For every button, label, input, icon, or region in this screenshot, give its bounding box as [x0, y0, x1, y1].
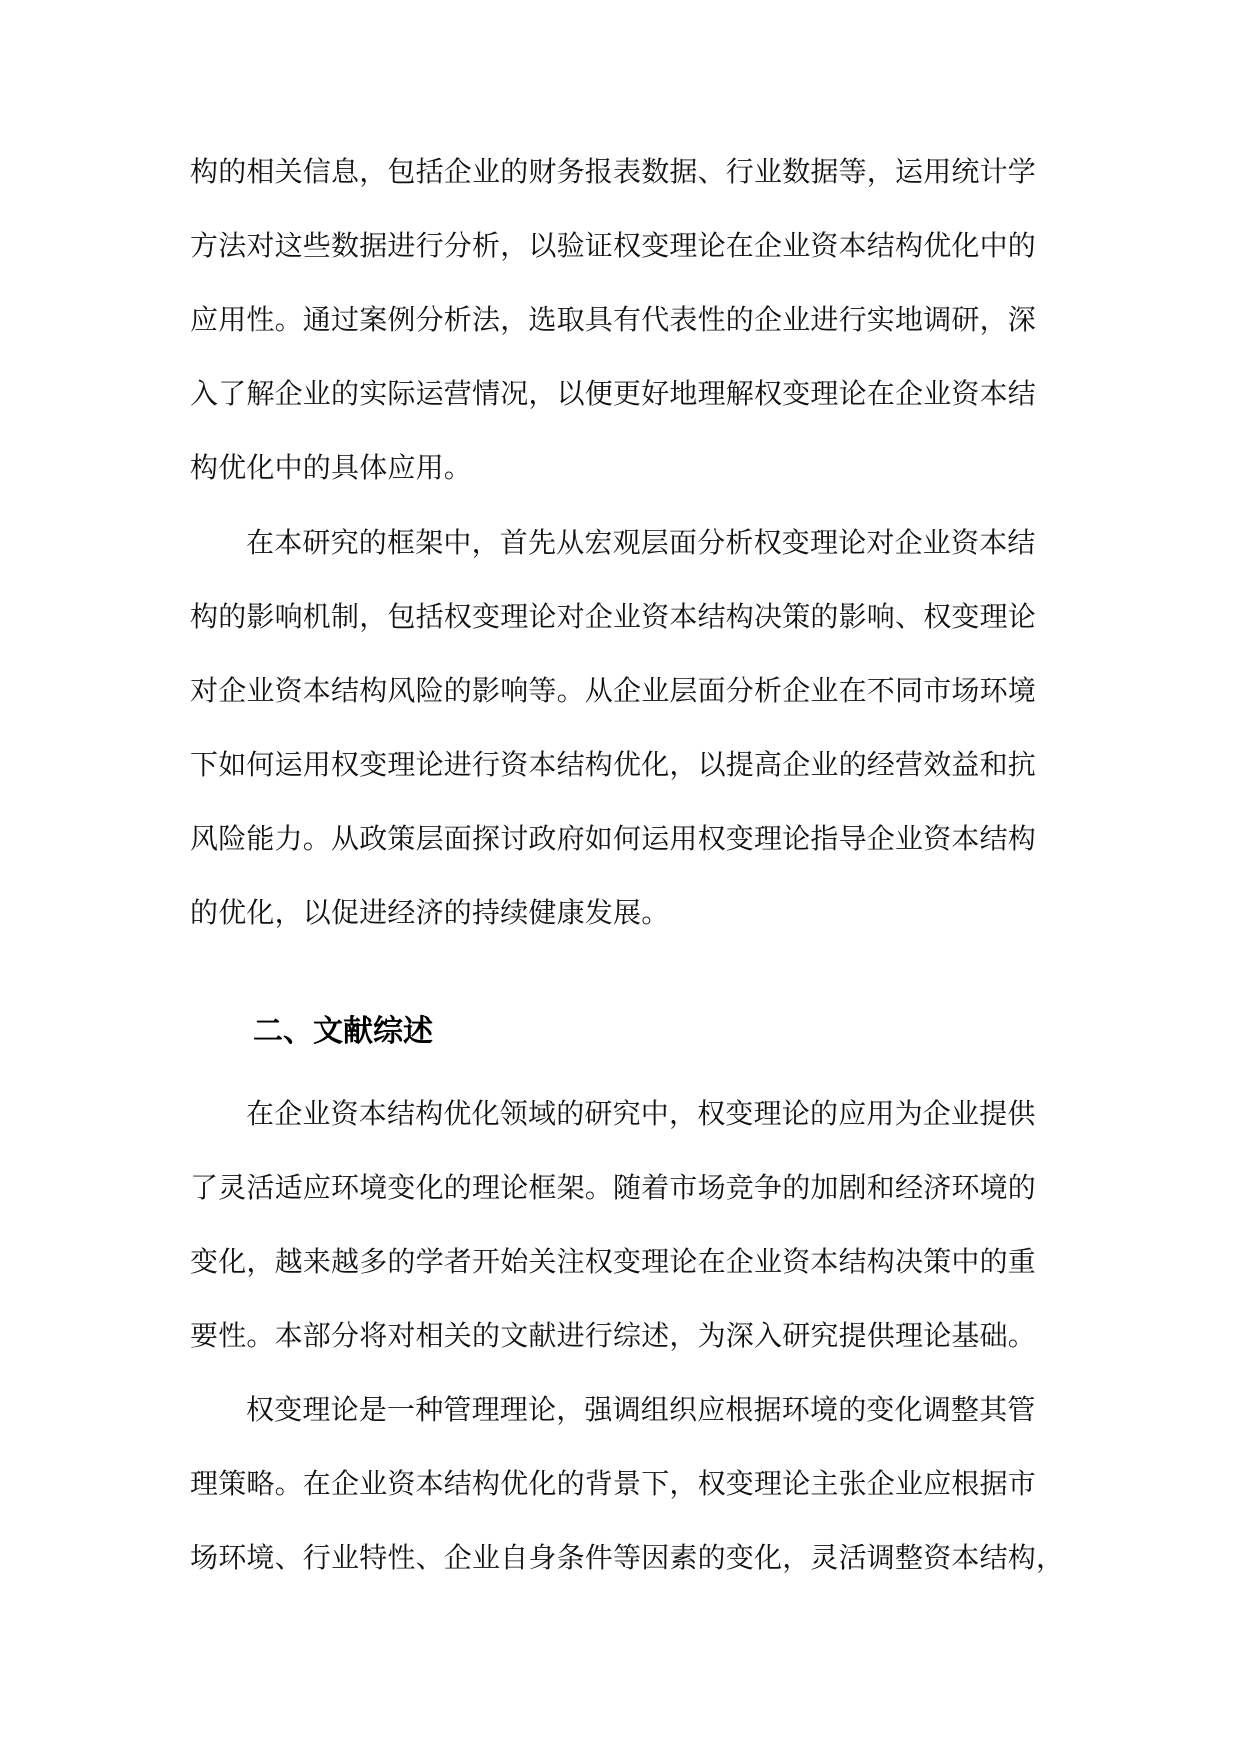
- paragraph-1-line-2: 方法对这些数据进行分析，以验证权变理论在企业资本结构优化中的: [190, 229, 1037, 262]
- paragraph-3-line-4: 要性。本部分将对相关的文献进行综述，为深入研究提供理论基础。: [190, 1319, 1037, 1352]
- paragraph-3-line-1: 在企业资本结构优化领域的研究中，权变理论的应用为企业提供: [246, 1097, 1036, 1130]
- paragraph-2-line-2: 构的影响机制，包括权变理论对企业资本结构决策的影响、权变理论: [190, 600, 1037, 633]
- paragraph-2-line-6: 的优化，以促进经济的持续健康发展。: [190, 896, 670, 929]
- section-heading: 二、文献综述: [253, 1014, 433, 1049]
- paragraph-2-line-3: 对企业资本结构风险的影响等。从企业层面分析企业在不同市场环境: [190, 674, 1037, 707]
- paragraph-1-line-5: 构优化中的具体应用。: [190, 451, 473, 484]
- paragraph-4-line-1: 权变理论是一种管理理论，强调组织应根据环境的变化调整其管: [246, 1393, 1036, 1426]
- paragraph-3-line-3: 变化，越来越多的学者开始关注权变理论在企业资本结构决策中的重: [190, 1245, 1037, 1278]
- paragraph-4-line-2: 理策略。在企业资本结构优化的背景下，权变理论主张企业应根据市: [190, 1467, 1037, 1500]
- paragraph-4-line-3: 场环境、行业特性、企业自身条件等因素的变化，灵活调整资本结构，: [190, 1541, 1065, 1574]
- paragraph-1-line-4: 入了解企业的实际运营情况，以便更好地理解权变理论在企业资本结: [190, 377, 1037, 410]
- paragraph-2-line-4: 下如何运用权变理论进行资本结构优化，以提高企业的经营效益和抗: [190, 748, 1037, 781]
- paragraph-2-line-5: 风险能力。从政策层面探讨政府如何运用权变理论指导企业资本结构: [190, 822, 1037, 855]
- paragraph-3-line-2: 了灵活适应环境变化的理论框架。随着市场竞争的加剧和经济环境的: [190, 1171, 1037, 1204]
- paragraph-1-line-1: 构的相关信息，包括企业的财务报表数据、行业数据等，运用统计学: [190, 155, 1037, 188]
- paragraph-2-line-1: 在本研究的框架中，首先从宏观层面分析权变理论对企业资本结: [246, 526, 1036, 559]
- paragraph-1-line-3: 应用性。通过案例分析法，选取具有代表性的企业进行实地调研，深: [190, 303, 1037, 336]
